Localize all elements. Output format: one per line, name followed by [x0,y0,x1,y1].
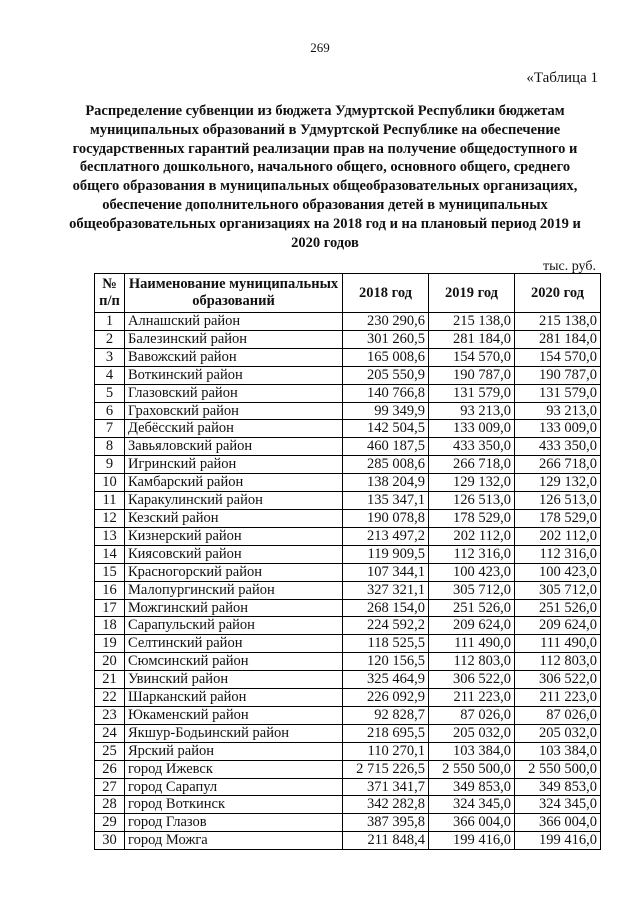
table-row [95,814,601,832]
table-row [95,599,601,617]
table-row [95,778,601,796]
value-2020-cell: 111 490,0 [515,635,601,653]
municipality-name-cell: Вавожский район [125,348,343,366]
value-2018-cell: 107 344,1 [343,563,429,581]
row-number-cell: 4 [95,366,125,384]
value-2020-cell: 211 223,0 [515,689,601,707]
row-number-cell: 16 [95,581,125,599]
subvention-table [94,273,601,850]
value-2019-cell: 433 350,0 [429,438,515,456]
table-row [95,348,601,366]
row-number-cell: 10 [95,474,125,492]
row-number-cell: 3 [95,348,125,366]
value-2020-cell: 251 526,0 [515,599,601,617]
value-2019-cell: 215 138,0 [429,313,515,331]
value-2020-cell: 112 803,0 [515,653,601,671]
row-number-cell: 28 [95,796,125,814]
value-2018-cell: 118 525,5 [343,635,429,653]
table-row [95,366,601,384]
value-2019-cell: 100 423,0 [429,563,515,581]
municipality-name-cell: Ярский район [125,742,343,760]
municipality-name-cell: Дебёсский район [125,420,343,438]
municipality-name-cell: Сюмсинский район [125,653,343,671]
value-2020-cell: 306 522,0 [515,671,601,689]
table-row [95,527,601,545]
value-2019-cell: 133 009,0 [429,420,515,438]
municipality-name-cell: Шарканский район [125,689,343,707]
table-row [95,420,601,438]
table-row [95,832,601,850]
value-2020-cell: 266 718,0 [515,456,601,474]
municipality-name-cell: город Ижевск [125,760,343,778]
value-2020-cell: 205 032,0 [515,724,601,742]
table-header-row [95,274,601,313]
municipality-name-cell: Якшур-Бодьинский район [125,724,343,742]
row-number-cell: 14 [95,545,125,563]
value-2018-cell: 110 270,1 [343,742,429,760]
value-2020-cell: 133 009,0 [515,420,601,438]
value-2020-cell: 2 550 500,0 [515,760,601,778]
row-number-cell: 11 [95,492,125,510]
value-2020-cell: 100 423,0 [515,563,601,581]
header-number: № п/п [95,274,125,313]
table-row [95,581,601,599]
municipality-name-cell: город Можга [125,832,343,850]
row-number-cell: 15 [95,563,125,581]
header-2018: 2018 год [343,274,429,313]
table-row [95,545,601,563]
value-2018-cell: 325 464,9 [343,671,429,689]
table-body [95,313,601,850]
value-2018-cell: 371 341,7 [343,778,429,796]
municipality-name-cell: город Глазов [125,814,343,832]
value-2019-cell: 266 718,0 [429,456,515,474]
value-2020-cell: 154 570,0 [515,348,601,366]
municipality-name-cell: Каракулинский район [125,492,343,510]
table-row [95,509,601,527]
table-row [95,492,601,510]
table-row [95,402,601,420]
value-2019-cell: 211 223,0 [429,689,515,707]
table-row [95,635,601,653]
municipality-name-cell: Камбарский район [125,474,343,492]
municipality-name-cell: город Сарапул [125,778,343,796]
row-number-cell: 17 [95,599,125,617]
value-2018-cell: 138 204,9 [343,474,429,492]
table-row [95,313,601,331]
table-row [95,617,601,635]
value-2020-cell: 433 350,0 [515,438,601,456]
value-2020-cell: 305 712,0 [515,581,601,599]
row-number-cell: 20 [95,653,125,671]
municipality-name-cell: Селтинский район [125,635,343,653]
value-2018-cell: 301 260,5 [343,330,429,348]
table-row [95,724,601,742]
value-2020-cell: 281 184,0 [515,330,601,348]
value-2019-cell: 112 803,0 [429,653,515,671]
value-2018-cell: 226 092,9 [343,689,429,707]
value-2020-cell: 366 004,0 [515,814,601,832]
value-2018-cell: 230 290,6 [343,313,429,331]
value-2018-cell: 190 078,8 [343,509,429,527]
row-number-cell: 8 [95,438,125,456]
value-2019-cell: 129 132,0 [429,474,515,492]
row-number-cell: 2 [95,330,125,348]
value-2019-cell: 209 624,0 [429,617,515,635]
value-2018-cell: 205 550,9 [343,366,429,384]
value-2020-cell: 202 112,0 [515,527,601,545]
value-2018-cell: 92 828,7 [343,706,429,724]
value-2020-cell: 112 316,0 [515,545,601,563]
value-2019-cell: 93 213,0 [429,402,515,420]
row-number-cell: 23 [95,706,125,724]
document-title: Распределение субвенции из бюджета Удмуртской Республики бюджетам муниципальных образований в Удмуртской Республике на обеспечение государственных гарантий реализации прав на получение общедоступного и бесплатного дошкольного, начального общего, основного общего, среднего общего образования в муниципальных общеобразовательных организациях, обеспечение дополнительного образования детей в муниципальных общеобразовательных организациях на 2018 год и на плановый период 2019 и 2020 годов [69,103,581,251]
value-2020-cell: 131 579,0 [515,384,601,402]
row-number-cell: 7 [95,420,125,438]
value-2019-cell: 305 712,0 [429,581,515,599]
value-2018-cell: 268 154,0 [343,599,429,617]
value-2018-cell: 387 395,8 [343,814,429,832]
row-number-cell: 29 [95,814,125,832]
row-number-cell: 21 [95,671,125,689]
units-label: тыс. руб. [543,259,596,274]
row-number-cell: 1 [95,313,125,331]
value-2019-cell: 366 004,0 [429,814,515,832]
municipality-name-cell: Сарапульский район [125,617,343,635]
value-2019-cell: 112 316,0 [429,545,515,563]
municipality-name-cell: Юкаменский район [125,706,343,724]
value-2020-cell: 190 787,0 [515,366,601,384]
value-2019-cell: 126 513,0 [429,492,515,510]
table-row [95,330,601,348]
value-2019-cell: 202 112,0 [429,527,515,545]
row-number-cell: 24 [95,724,125,742]
row-number-cell: 12 [95,509,125,527]
table-row [95,438,601,456]
value-2020-cell: 103 384,0 [515,742,601,760]
municipality-name-cell: Балезинский район [125,330,343,348]
value-2018-cell: 99 349,9 [343,402,429,420]
value-2019-cell: 111 490,0 [429,635,515,653]
value-2019-cell: 306 522,0 [429,671,515,689]
row-number-cell: 25 [95,742,125,760]
value-2020-cell: 199 416,0 [515,832,601,850]
value-2020-cell: 87 026,0 [515,706,601,724]
value-2018-cell: 140 766,8 [343,384,429,402]
value-2019-cell: 103 384,0 [429,742,515,760]
table-row [95,384,601,402]
value-2018-cell: 460 187,5 [343,438,429,456]
value-2018-cell: 218 695,5 [343,724,429,742]
value-2018-cell: 119 909,5 [343,545,429,563]
table-reference: «Таблица 1 [526,70,598,86]
value-2019-cell: 131 579,0 [429,384,515,402]
table-row [95,563,601,581]
value-2020-cell: 126 513,0 [515,492,601,510]
value-2019-cell: 199 416,0 [429,832,515,850]
table-row [95,706,601,724]
value-2020-cell: 215 138,0 [515,313,601,331]
value-2018-cell: 285 008,6 [343,456,429,474]
value-2020-cell: 93 213,0 [515,402,601,420]
value-2019-cell: 324 345,0 [429,796,515,814]
municipality-name-cell: город Воткинск [125,796,343,814]
value-2020-cell: 178 529,0 [515,509,601,527]
value-2019-cell: 205 032,0 [429,724,515,742]
value-2020-cell: 209 624,0 [515,617,601,635]
municipality-name-cell: Кезский район [125,509,343,527]
value-2018-cell: 224 592,2 [343,617,429,635]
value-2018-cell: 120 156,5 [343,653,429,671]
value-2019-cell: 87 026,0 [429,706,515,724]
municipality-name-cell: Киясовский район [125,545,343,563]
row-number-cell: 13 [95,527,125,545]
header-2020: 2020 год [515,274,601,313]
table-row [95,653,601,671]
municipality-name-cell: Малопургинский район [125,581,343,599]
value-2018-cell: 142 504,5 [343,420,429,438]
municipality-name-cell: Граховский район [125,402,343,420]
municipality-name-cell: Можгинский район [125,599,343,617]
municipality-name-cell: Глазовский район [125,384,343,402]
value-2018-cell: 342 282,8 [343,796,429,814]
value-2018-cell: 327 321,1 [343,581,429,599]
table-row [95,456,601,474]
value-2018-cell: 211 848,4 [343,832,429,850]
value-2019-cell: 251 526,0 [429,599,515,617]
value-2019-cell: 349 853,0 [429,778,515,796]
value-2018-cell: 2 715 226,5 [343,760,429,778]
value-2019-cell: 178 529,0 [429,509,515,527]
row-number-cell: 9 [95,456,125,474]
value-2020-cell: 129 132,0 [515,474,601,492]
municipality-name-cell: Алнашский район [125,313,343,331]
value-2019-cell: 190 787,0 [429,366,515,384]
table-row [95,760,601,778]
value-2018-cell: 213 497,2 [343,527,429,545]
row-number-cell: 18 [95,617,125,635]
municipality-name-cell: Игринский район [125,456,343,474]
value-2019-cell: 2 550 500,0 [429,760,515,778]
value-2019-cell: 154 570,0 [429,348,515,366]
row-number-cell: 5 [95,384,125,402]
municipality-name-cell: Увинский район [125,671,343,689]
table-row [95,796,601,814]
page-number: 269 [310,40,330,55]
row-number-cell: 27 [95,778,125,796]
row-number-cell: 22 [95,689,125,707]
municipality-name-cell: Завьяловский район [125,438,343,456]
row-number-cell: 26 [95,760,125,778]
value-2020-cell: 324 345,0 [515,796,601,814]
table-row [95,671,601,689]
value-2020-cell: 349 853,0 [515,778,601,796]
value-2018-cell: 165 008,6 [343,348,429,366]
row-number-cell: 19 [95,635,125,653]
table-row [95,474,601,492]
table-row [95,742,601,760]
table-row [95,689,601,707]
row-number-cell: 30 [95,832,125,850]
municipality-name-cell: Воткинский район [125,366,343,384]
row-number-cell: 6 [95,402,125,420]
header-name: Наименование муниципальных образований [125,274,343,313]
municipality-name-cell: Кизнерский район [125,527,343,545]
header-2019: 2019 год [429,274,515,313]
value-2019-cell: 281 184,0 [429,330,515,348]
municipality-name-cell: Красногорский район [125,563,343,581]
value-2018-cell: 135 347,1 [343,492,429,510]
